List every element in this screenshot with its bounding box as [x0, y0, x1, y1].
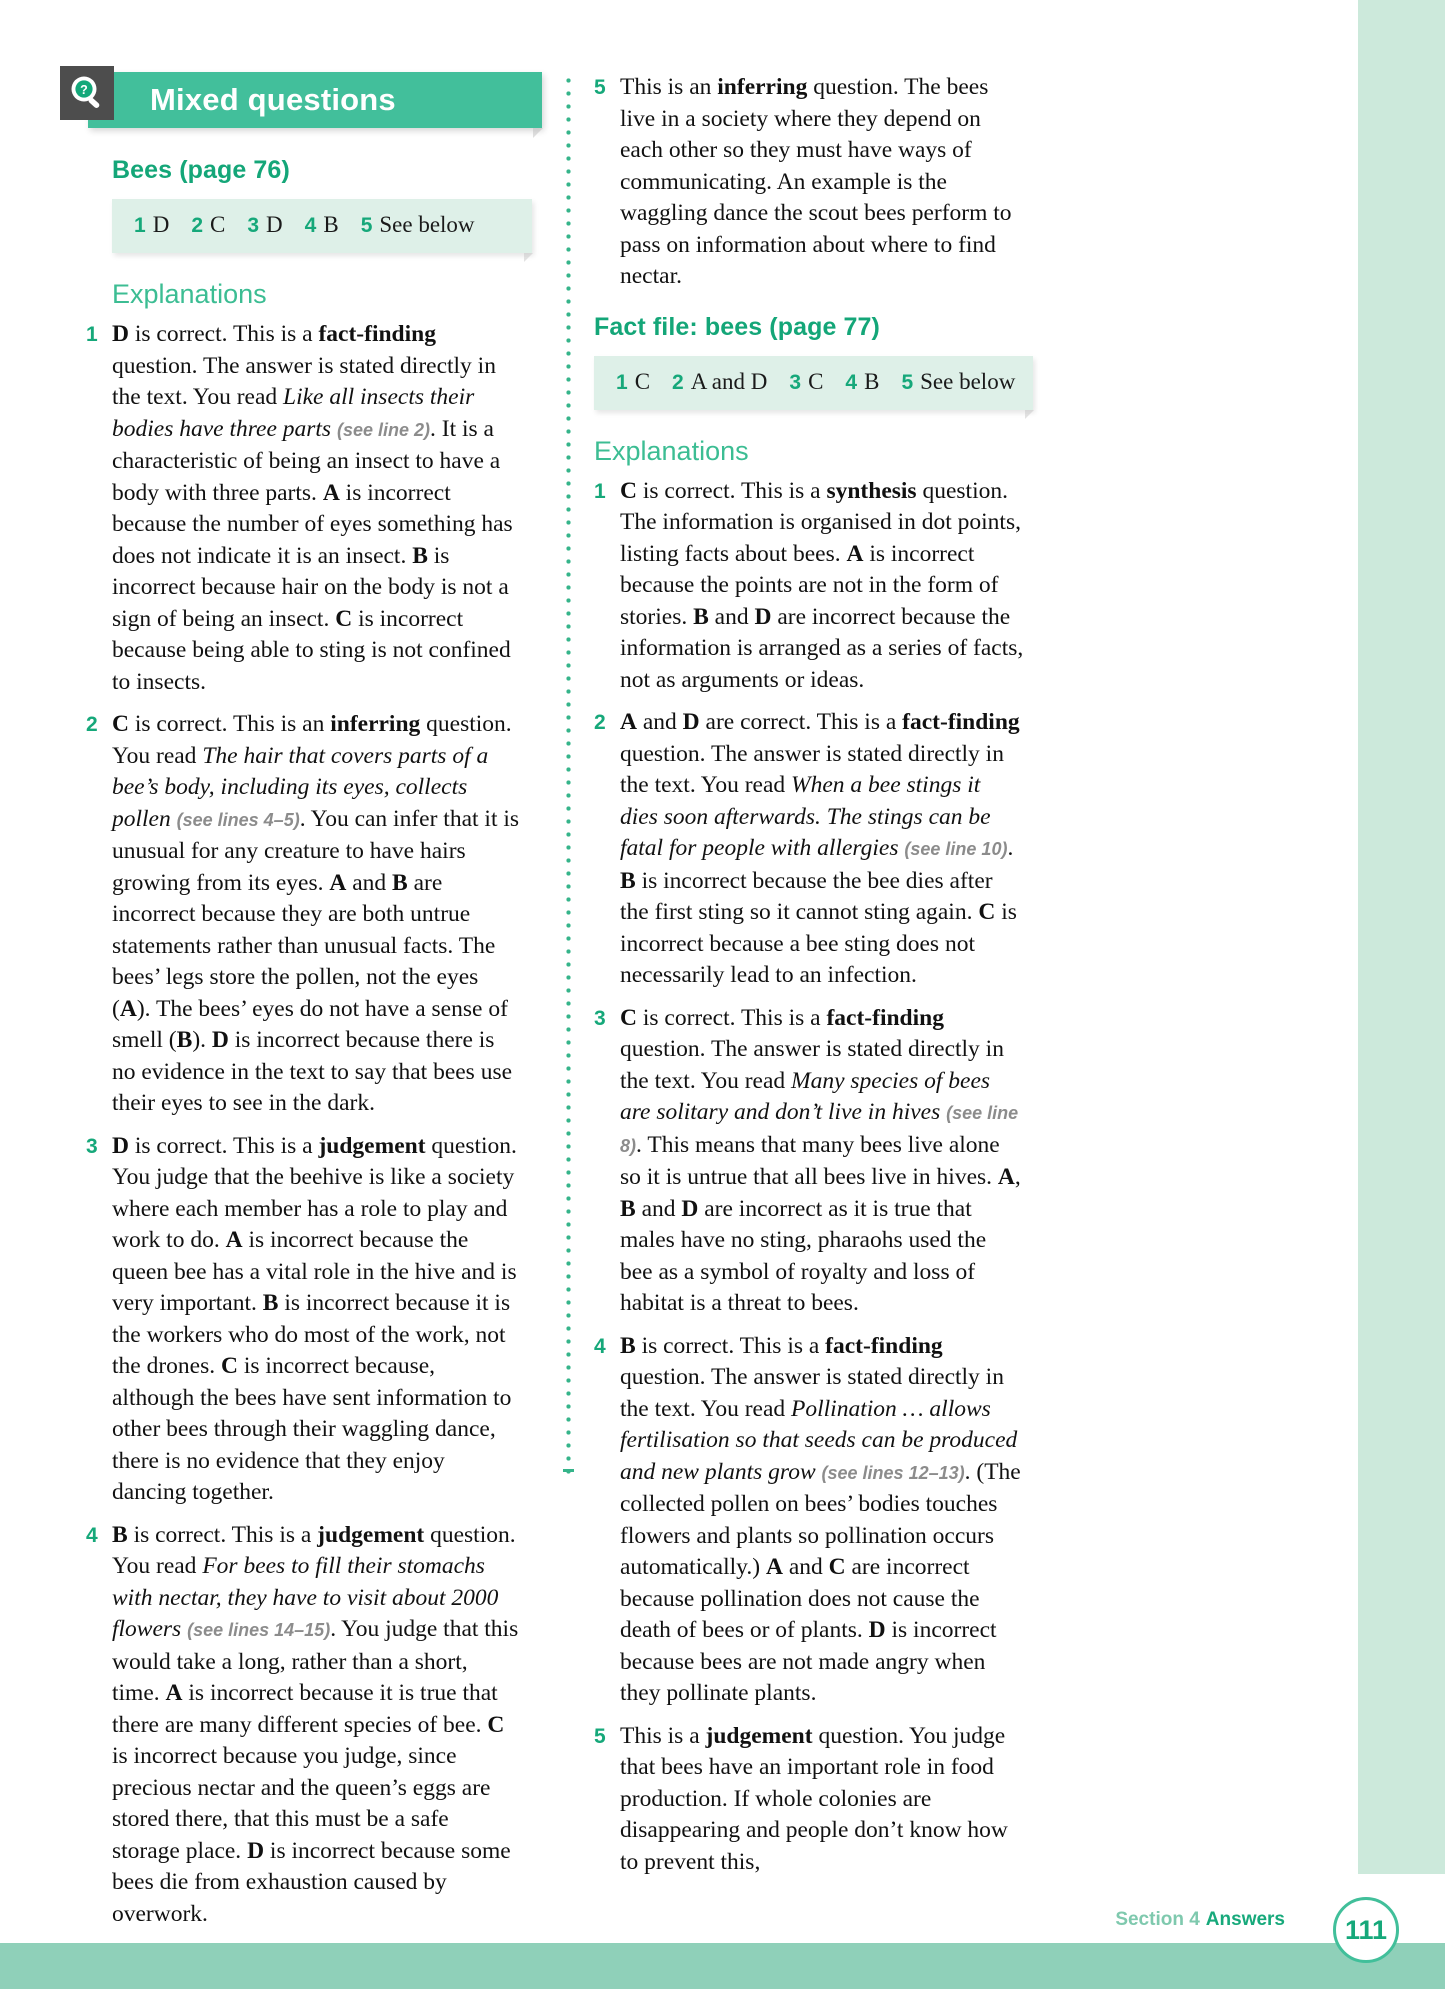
- explanation-number: 5: [594, 1724, 606, 1748]
- answer-number: 3: [247, 214, 260, 237]
- section-banner-bar: [88, 72, 542, 128]
- explanation-item: [60, 319, 520, 698]
- continued-explanation-list: [594, 72, 1024, 293]
- footer-label: [1115, 1909, 1285, 1931]
- section-banner-title: Mixed questions: [150, 82, 396, 117]
- explanation-item: [60, 1520, 520, 1931]
- explanation-text: D is correct. This is a fact-finding question. The answer is stated directly in the text. You read Like all insects their bodies have three parts (see line 2). It is a characteristic of being an insect to have a body with three parts. A is incorrect because the number of eyes something has does not indicate it is an insect. B is incorrect because hair on the body is not a sign of being an insect. C is incorrect because being able to sting is not confined to insects.: [112, 321, 513, 695]
- question-magnifier-icon: [60, 66, 114, 120]
- answer-number: 3: [789, 370, 802, 394]
- answer-value: B: [864, 368, 880, 394]
- answer-entry: [672, 369, 767, 395]
- left-explanations-heading: Explanations: [112, 279, 267, 309]
- answer-value: C: [808, 368, 824, 394]
- answer-entry: [789, 369, 823, 395]
- svg-text:?: ?: [80, 83, 88, 98]
- explanation-number: 2: [594, 711, 606, 734]
- answer-entry: [134, 212, 169, 238]
- explanation-item: [594, 476, 1024, 697]
- answer-number: 5: [901, 370, 914, 394]
- answer-entry: [191, 212, 225, 238]
- explanation-number: 2: [86, 713, 98, 736]
- explanation-number: 3: [86, 1134, 98, 1158]
- answer-value: C: [210, 212, 226, 237]
- answer-number: 1: [134, 214, 146, 237]
- answer-number: 1: [616, 370, 628, 394]
- right-section-title: Fact file: bees (page 77): [594, 312, 880, 341]
- answer-value: A and D: [690, 368, 768, 394]
- explanation-number: 1: [594, 479, 606, 503]
- right-explanations-heading: Explanations: [594, 435, 749, 466]
- explanation-text: A and D are correct. This is a fact-finding question. The answer is stated directly in the text. You read When a bee stings it dies soon afterwards. The stings can be fatal for people with allergies (see line 10). B is incorrect because the bee dies after the first sting so it cannot sting again. C is incorrect because a bee sting does not necessarily lead to an infection.: [620, 709, 1020, 988]
- answer-number: 5: [360, 214, 373, 237]
- section-banner: [60, 72, 520, 134]
- explanation-item: [594, 707, 1024, 992]
- explanation-number: 5: [594, 76, 606, 99]
- answer-entry: [247, 212, 282, 238]
- answer-entry: [845, 369, 879, 395]
- answer-entry: [305, 212, 339, 238]
- left-column: [60, 72, 542, 1941]
- explanation-text: C is correct. This is a synthesis question. The information is organised in dot points, listing facts about bees. A is incorrect because the points are not in the form of stories. B and D are incorrect because the information is arranged as a series of facts, not as arguments or ideas.: [620, 477, 1024, 693]
- explanation-item: [594, 72, 1024, 293]
- explanation-item: [60, 709, 520, 1120]
- explanation-item: [60, 1131, 520, 1509]
- explanation-text: C is correct. This is a fact-finding question. The answer is stated directly in the text. You read Many species of bees are solitary and don’t live in hives (see line 8). This means that many bees live alone so it is untrue that all bees live in hives. A, B and D are incorrect as it is true that males have no sting, pharaohs used the bee as a symbol of royalty and loss of habitat is a threat to bees.: [620, 1004, 1021, 1316]
- explanation-number: 4: [86, 1523, 98, 1547]
- explanation-text: D is correct. This is a judgement question. You judge that the beehive is like a society where each member has a role to play and work to do. A is incorrect because the queen bee has a vital role in the hive and is very important. B is incorrect because it is the workers who do most of the work, not the drones. C is incorrect because, although the bees have sent information to other bees through their waggling dance, there is no evidence that they enjoy dancing together.: [112, 1132, 517, 1505]
- answer-value: D: [152, 212, 170, 237]
- explanation-item: [594, 1721, 1024, 1879]
- footer-answers-label: Answers: [1205, 1909, 1285, 1930]
- right-column: [542, 72, 1024, 1941]
- answer-number: 4: [304, 214, 317, 237]
- answer-number: 2: [672, 370, 684, 394]
- explanation-text: B is correct. This is a judgement question. You read For bees to fill their stomachs with nectar, they have to visit about 2000 flowers (see lines 14–15). You judge that this would take a long, rather than a short, time. A is incorrect because it is true that there are many different species of bee. C is incorrect because you judge, since precious nectar and the queen’s eggs are stored there, that this must be a safe storage place. D is incorrect because some bees die from exhaustion caused by overwork.: [112, 1521, 519, 1927]
- left-section-title: Bees (page 76): [112, 156, 290, 184]
- left-answers-strip: [112, 199, 532, 253]
- footer-band: [0, 1943, 1445, 1989]
- answer-number: 2: [191, 214, 203, 237]
- answer-entry: [616, 369, 650, 395]
- answer-value: B: [323, 212, 339, 237]
- answer-entry: [361, 212, 475, 238]
- answer-value: C: [634, 368, 651, 394]
- right-answers-strip: [594, 356, 1033, 410]
- answer-entry: [901, 369, 1015, 395]
- explanation-number: 1: [86, 323, 98, 346]
- explanation-item: [594, 1003, 1024, 1320]
- answer-value: D: [266, 212, 283, 237]
- explanation-text: This is a judgement question. You judge that bees have an important role in food production. If whole colonies are disappearing and people don’t know how to prevent this,: [620, 1722, 1008, 1875]
- right-edge-decorative-strip: [1358, 0, 1445, 1874]
- two-column-layout: [60, 72, 1060, 1941]
- explanation-text: C is correct. This is an inferring question. You read The hair that covers parts of a bee’s body, including its eyes, collects pollen (see lines 4–5). You can infer that it is unusual for any creature to have hairs growing from its eyes. A and B are incorrect because they are both untrue statements rather than unusual facts. The bees’ legs store the pollen, not the eyes (A). The bees’ eyes do not have a sense of smell (B). D is incorrect because there is no evidence in the text to say that bees use their eyes to see in the dark.: [112, 711, 520, 1116]
- answer-value: See below: [920, 368, 1016, 394]
- left-explanations-list: [60, 319, 520, 1930]
- explanation-text: B is correct. This is a fact-finding question. The answer is stated directly in the text. You read Pollination … allows fertilisation so that seeds can be produced and new plants grow (see lines 12–13). (The collected pollen on bees’ bodies touches flowers and plants so pollination occurs automatically.) A and C are incorrect because pollination does not cause the death of bees or of plants. D is incorrect because bees are not made angry when they pollinate plants.: [620, 1332, 1021, 1706]
- page-number-badge: 111: [1333, 1897, 1399, 1963]
- footer-section-label: Section 4: [1115, 1909, 1200, 1930]
- answer-number: 4: [845, 370, 858, 394]
- right-explanations-list: [594, 476, 1024, 1879]
- answer-value: See below: [379, 212, 475, 237]
- explanation-number: 3: [594, 1006, 606, 1030]
- explanation-number: 4: [594, 1334, 606, 1358]
- explanation-text: This is an inferring question. The bees live in a society where they depend on each other so they must have ways of communicating. An example is the waggling dance the scout bees perform to pass on information about where to find nectar.: [620, 74, 1012, 289]
- explanation-item: [594, 1331, 1024, 1710]
